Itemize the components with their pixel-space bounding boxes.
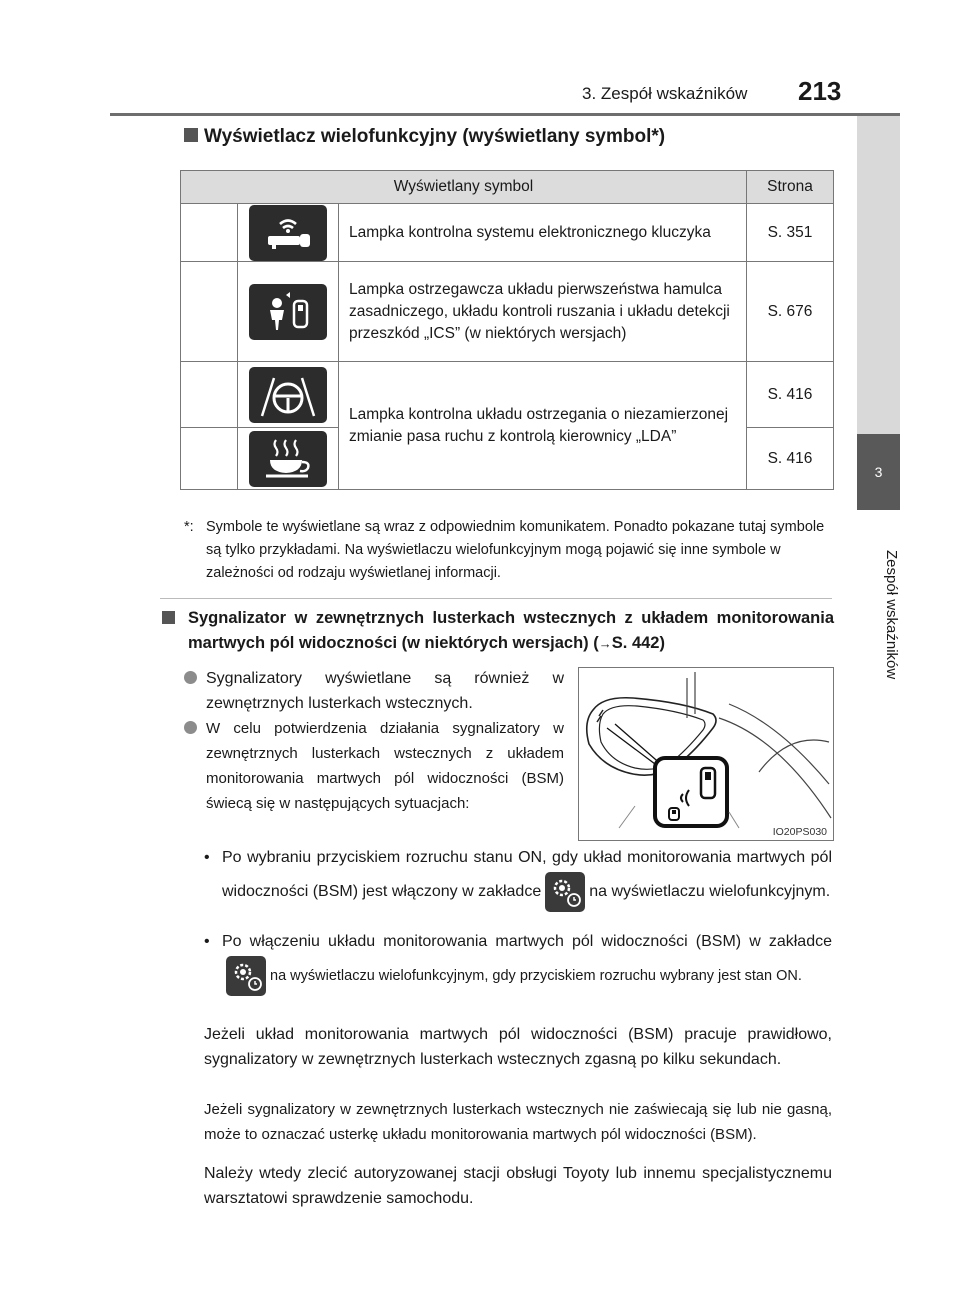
list-item-text: na wyświetlaczu wielofunkcyjnym, gdy przyciskiem rozruchu wybrany jest stan ON.: [270, 968, 802, 985]
round-bullet-icon: [184, 671, 197, 684]
section-heading-text: Sygnalizator w zewnętrznych lusterkach wstecznych z układem monitorowania martwych pól widoczności (w niektórych wersjach) (: [188, 609, 834, 652]
paragraph-bsm-ok: Jeżeli układ monitorowania martwych pól widoczności (BSM) pracuje prawidłowo, sygnalizatory w zewnętrznych lusterkach wstecznych zgasną po kilku sekundach.: [204, 1026, 832, 1068]
side-tab-label: Zespół wskaźników: [883, 550, 900, 680]
table-cell-text: Lampka ostrzegawcza układu pierwszeństwa hamulca zasadniczego, układu kontroli ruszania i układu detekcji przeszkód „ICS” (w niektórych wersjach): [339, 262, 747, 362]
illustration-code: IO20PS030: [772, 826, 827, 838]
list-item: [184, 666, 564, 716]
section-heading-bsm: [162, 606, 834, 656]
table-cell-page: S. 351: [747, 204, 834, 262]
side-tab-number: 3: [857, 434, 900, 510]
list-item: [184, 716, 564, 816]
table-row: [181, 204, 834, 262]
lane-departure-steering-icon: [249, 367, 327, 423]
table-cell-text: Lampka kontrolna układu ostrzegania o niezamierzonej zmianie pasa ruchu z kontrolą kierownicy „LDA”: [339, 362, 747, 490]
square-bullet-icon: [162, 611, 175, 624]
brake-assist-warning-icon: [249, 284, 327, 340]
table-row: [181, 262, 834, 362]
arrow-right-icon: →: [598, 636, 612, 651]
settings-tab-icon: [226, 956, 266, 996]
page-number: 213: [798, 76, 842, 106]
coffee-cup-icon: [249, 431, 327, 487]
chapter-title: 3. Zespół wskaźników: [582, 84, 748, 103]
list-item-text: Po wybraniu przyciskiem rozruchu stanu ON, gdy układ monitorowania martwych pól widoczności (BSM) jest włączony w zakładce: [222, 849, 832, 901]
list-item-text: na wyświetlaczu wielofunkcyjnym.: [589, 883, 831, 901]
table-cell-page: S. 676: [747, 262, 834, 362]
list-item-text: W celu potwierdzenia działania sygnalizatory w zewnętrznych lusterkach wstecznych z układem monitorowania martwych pól widoczności (BSM) świecą się w następujących sytuacjach:: [206, 720, 564, 812]
footnote-marker: *:: [184, 519, 194, 535]
section-divider: [160, 598, 832, 599]
side-tab-bar: [857, 116, 900, 434]
smart-key-icon: [249, 205, 327, 261]
footnote-text: Symbole te wyświetlane są wraz z odpowiednim komunikatem. Ponadto pokazane tutaj symbole są tylko przykładami. Na wyświetlaczu wielofunkcyjnym mogą pojawić się inne symbole w zależności od rodzaju wyświetlanej informacji.: [206, 519, 825, 581]
list-item-text: Sygnalizatory wyświetlane są również w zewnętrznych lusterkach wstecznych.: [206, 670, 564, 712]
paragraph-bsm-fault: Jeżeli sygnalizatory w zewnętrznych lusterkach wstecznych nie zaświecają się lub nie gasną, może to oznaczać usterkę układu monitorowania martwych pól widoczności (BSM).: [204, 1101, 832, 1143]
footnote: [184, 516, 832, 585]
paragraph-service: Należy wtedy zlecić autoryzowanej stacji obsługi Toyoty lub innemu specjalistycznemu warsztatowi sprawdzenie samochodu.: [204, 1165, 832, 1207]
mirror-indicator-illustration: [578, 667, 834, 841]
table-cell-page: S. 416: [747, 362, 834, 428]
header-rule: [110, 113, 900, 116]
section-heading-text: Wyświetlacz wielofunkcyjny (wyświetlany symbol*): [204, 126, 666, 147]
symbol-table: [180, 170, 834, 490]
header-page: Strona: [747, 171, 834, 204]
list-item-text: Po włączeniu układu monitorowania martwych pól widoczności (BSM) w zakładce: [222, 933, 832, 950]
square-bullet-icon: [184, 128, 198, 142]
section-heading-display: [184, 126, 665, 148]
page-reference: S. 442): [611, 634, 665, 652]
table-cell-text: Lampka kontrolna systemu elektronicznego kluczyka: [339, 204, 747, 262]
round-bullet-icon: [184, 721, 197, 734]
header-symbol: Wyświetlany symbol: [181, 171, 747, 204]
list-item: • Po wybraniu przyciskiem rozruchu stanu ON, gdy układ monitorowania martwych pól widoczności (BSM) jest włączony w zakładce na wyświetlaczu wielofunkcyjnym.: [204, 844, 832, 912]
table-cell-page: S. 416: [747, 428, 834, 490]
table-row: [181, 362, 834, 428]
table-header-row: [181, 171, 834, 204]
list-item: • Po włączeniu układu monitorowania martwych pól widoczności (BSM) w zakładcena wyświetlaczu wielofunkcyjnym, gdy przyciskiem rozruchu wybrany jest stan ON.: [204, 928, 832, 996]
settings-tab-icon: [545, 872, 585, 912]
